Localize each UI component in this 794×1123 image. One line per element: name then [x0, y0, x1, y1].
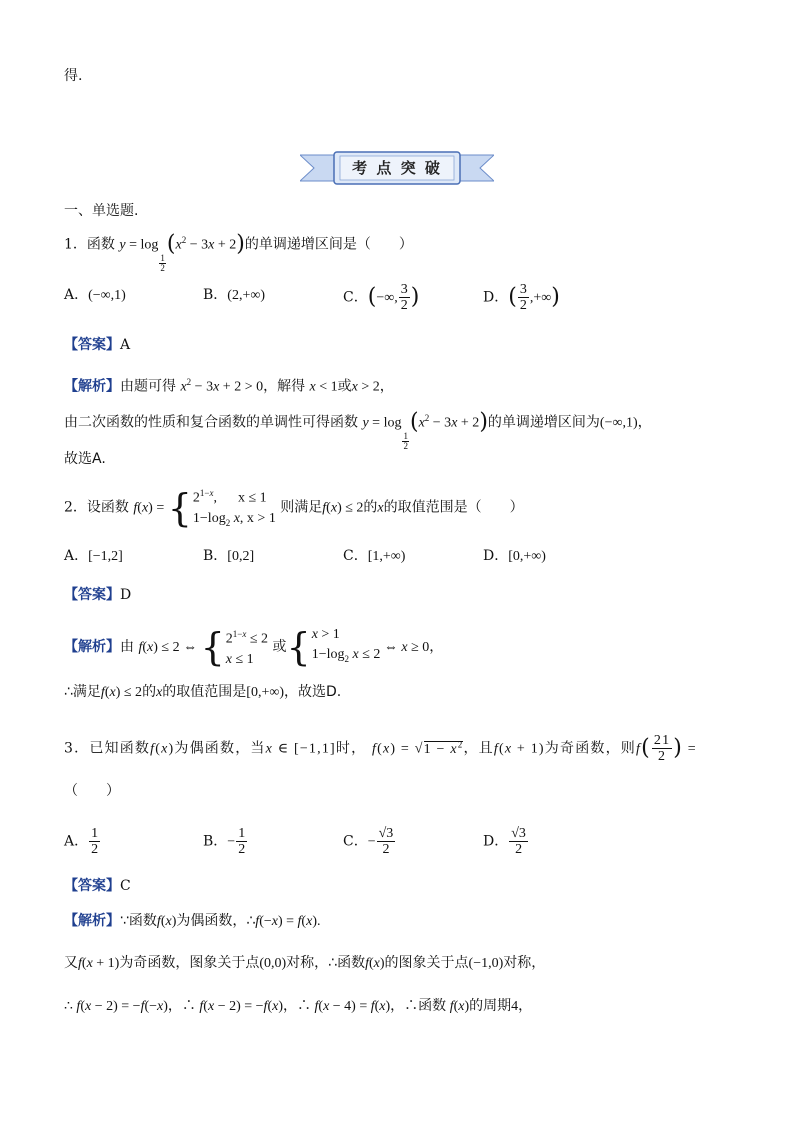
q3-option-c[interactable]: C．− $\frac{√3}{2}$ [343, 826, 394, 857]
q3-stem: 3．已知函数f(x)为偶函数，当x ∈ [−1,1]时， $f(x) = √1 - x^2$，且f(x + 1)为奇函数，则f( $\frac{21}{2}$ ) = [64, 733, 697, 764]
q3-answer: 【答案】C [64, 878, 131, 894]
q1-option-d[interactable]: D．( $\frac{3}{2}$ ,+∞) [483, 282, 560, 313]
q1-analysis-line2: 由二次函数的性质和复合函数的单调性可得函数 y = log $\frac{1}{2}$ $(x^2 - 3x + 2)$的单调递增区间为(−∞,1)， [64, 409, 652, 451]
q1-number: 1． [64, 236, 87, 253]
section-heading: 一、单选题. [64, 203, 139, 219]
q1-option-c[interactable]: C．(−∞, $\frac{3}{2}$ ) [343, 282, 420, 313]
top-fragment: 得. [64, 68, 83, 84]
q2-option-c[interactable]: C．[1,+∞) [343, 548, 406, 564]
q2-option-d[interactable]: D．[0,+∞) [483, 548, 546, 564]
section-banner [300, 151, 494, 185]
q1-option-b[interactable]: B．(2,+∞) [203, 287, 265, 303]
q3-analysis-line3: ∴ f(x − 2) = −f(−x)，∴ f(x − 2) = −f(x)，∴ f(x − 4) = f(x)，∴函数 f(x)的周期4， [64, 998, 533, 1014]
q3-analysis-line1: 【解析】∵函数f(x)为偶函数，∴f(−x) = f(x). [64, 913, 321, 929]
q3-option-b[interactable]: B．− $\frac{1}{2}$ [203, 826, 246, 857]
banner-title: 考 点 突 破 [352, 159, 442, 177]
q1-stem: 1．函数 y = log $\frac{1}{2}$ $(x^2 - 3x + 2)$的单调递增区间是（ ） [64, 231, 413, 273]
q1-analysis-line1: 【解析】由题可得 $x^2 - 3x + 2 > 0$，解得 x < 1或x > 2， [64, 377, 394, 395]
q2-answer: 【答案】D [64, 587, 132, 603]
q2-analysis-line2: ∴满足f(x) ≤ 2的x的取值范围是[0,+∞)，故选D. [64, 684, 342, 700]
q2-option-b[interactable]: B．[0,2] [203, 548, 255, 564]
q3-analysis-line2: 又f(x + 1)为奇函数，图象关于点(0,0)对称，∴函数f(x)的图象关于点(−1,0)对称， [64, 955, 546, 971]
q1-option-a[interactable]: A．(−∞,1) [64, 287, 126, 303]
q3-option-a[interactable]: A． $\frac{1}{2}$ [64, 826, 99, 857]
q1-analysis-line3: 故选A. [64, 451, 106, 467]
q3-paren: （ ） [64, 783, 120, 799]
q2-option-a[interactable]: A．[−1,2] [64, 548, 123, 564]
q1-answer: 【答案】A [64, 337, 131, 353]
q3-option-d[interactable]: D． $\frac{√3}{2}$ [483, 826, 526, 857]
q2-stem: 2．设函数 f(x) = { $2^{1-x}$, x ≤ 1 $1-\log_2$ x, x > 1 则满足f(x) ≤ 2的x的取值范围是（ ） [64, 485, 524, 530]
q2-analysis-line1: 【解析】由 f(x) ≤ 2 ⇔ { $2^{1-x} \le 2$ x ≤ 1 或{ x > 1 $1-\log_2$ x ≤ 2 ⇔ x ≥ 0， [64, 624, 444, 669]
